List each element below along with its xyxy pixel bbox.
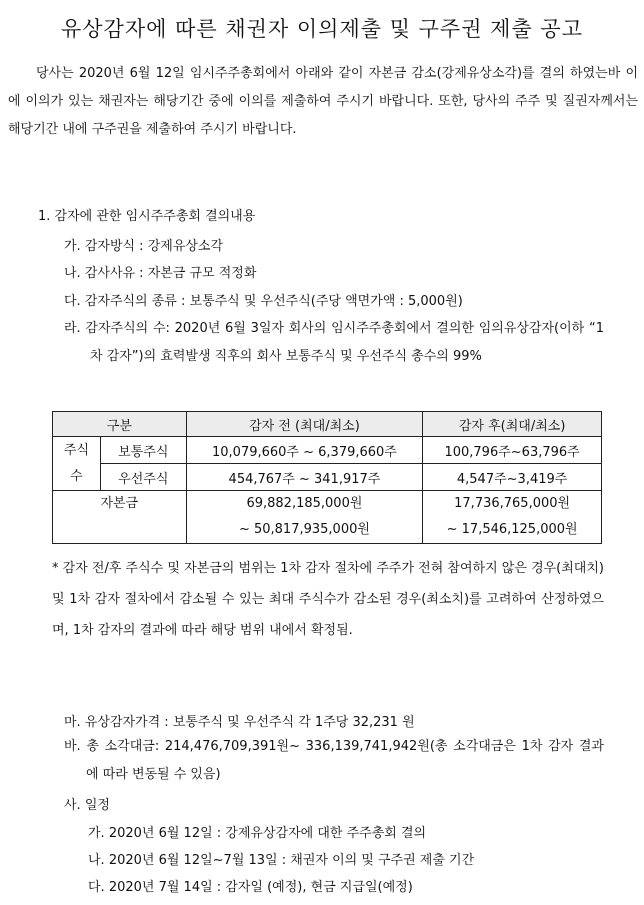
row-label-preferred: 우선주식 — [100, 464, 186, 491]
item-ga-method: 가. 감자방식 : 강제유상소각 — [64, 239, 224, 254]
header-after: 감자 후(최대/최소) — [423, 412, 602, 437]
header-before: 감자 전 (최대/최소) — [186, 412, 423, 437]
schedule-item: 다. 2020년 7월 14일 : 감자일 (예정), 현금 지급일(예정) — [88, 880, 413, 895]
item-ba-text: 바. 총 소각대금: 214,476,709,391원~ 336,139,741,942원(총 소각대금은 1차 감자 결과에 따라 변동될 수 있음) — [64, 739, 604, 782]
section-1-heading: 1. 감자에 관한 임시주주총회 결의내용 — [38, 209, 256, 224]
table-row — [53, 464, 602, 491]
item-ma-price: 마. 유상감자가격 : 보통주식 및 우선주식 각 1주당 32,231 원 — [64, 715, 415, 730]
item-sa-schedule-heading: 사. 일정 — [64, 798, 110, 813]
table-row — [53, 491, 602, 544]
row-label-common: 보통주식 — [100, 437, 186, 464]
table-header-row — [53, 412, 602, 437]
intro-paragraph — [8, 60, 638, 144]
capital-after — [423, 491, 602, 544]
capital-table — [52, 411, 602, 544]
common-after: 100,796주~63,796주 — [423, 437, 602, 464]
preferred-before: 454,767주 ~ 341,917주 — [186, 464, 423, 491]
notice-title: 유상감자에 따른 채권자 이의제출 및 구주권 제출 공고 — [60, 17, 584, 41]
item-na-reason: 나. 감사사유 : 자본금 규모 적정화 — [64, 266, 257, 281]
item-ra-share-count — [64, 315, 604, 371]
schedule-item: 가. 2020년 6월 12일 : 강제유상감자에 대한 주주총회 결의 — [88, 826, 427, 841]
common-before: 10,079,660주 ~ 6,379,660주 — [186, 437, 423, 464]
capital-before-min: ~ 50,817,935,000원 — [238, 522, 370, 537]
item-da-share-type: 다. 감자주식의 종류 : 보통주식 및 우선주식(주당 액면가액 : 5,000원) — [64, 294, 463, 309]
item-ra-text: 라. 감자주식의 수: 2020년 6월 3일자 회사의 임시주주총회에서 결의한 임의유상감자(이하 “1차 감자”)의 효력발생 직후의 회사 보통주식 및 우선주식 총수의 99% — [64, 321, 604, 364]
range-note: * 감자 전/후 주식수 및 자본금의 범위는 1차 감자 절차에 주주가 전혀 참여하지 않은 경우(최대치) 및 1차 감자 절차에서 감소될 수 있는 최대 주식수가 감소된 경우(최소치)를 고려하여 산정하였으며, 1차 감자의 결과에 따라 해당 범위 내에서 확정됨. — [52, 561, 604, 638]
capital-before-max: 69,882,185,000원 — [246, 496, 363, 511]
item-ba-total — [64, 733, 604, 789]
schedule-item: 나. 2020년 6월 12일~7월 13일 : 채권자 이의 및 구주권 제출 기간 — [88, 853, 475, 868]
group-label-text: 주식수 — [63, 442, 90, 484]
preferred-after: 4,547주~3,419주 — [423, 464, 602, 491]
intro-text: 당사는 2020년 6월 12일 임시주주총회에서 아래와 같이 자본금 감소(강제유상소각)를 결의 하였는바 이에 이의가 있는 채권자는 해당기간 중에 이의를 제출하여 주시기 바랍니다. 또한, 당사의 주주 및 질권자께서는 해당기간 내에 구주권을 제출하여 주시기 바랍니다. — [8, 66, 638, 137]
header-category: 구분 — [53, 412, 187, 437]
group-label-share-count — [53, 437, 101, 491]
table-row — [53, 437, 602, 464]
capital-after-min: ~ 17,546,125,000원 — [446, 522, 578, 537]
capital-before — [186, 491, 423, 544]
row-label-capital: 자본금 — [53, 491, 187, 544]
capital-after-max: 17,736,765,000원 — [454, 496, 571, 511]
